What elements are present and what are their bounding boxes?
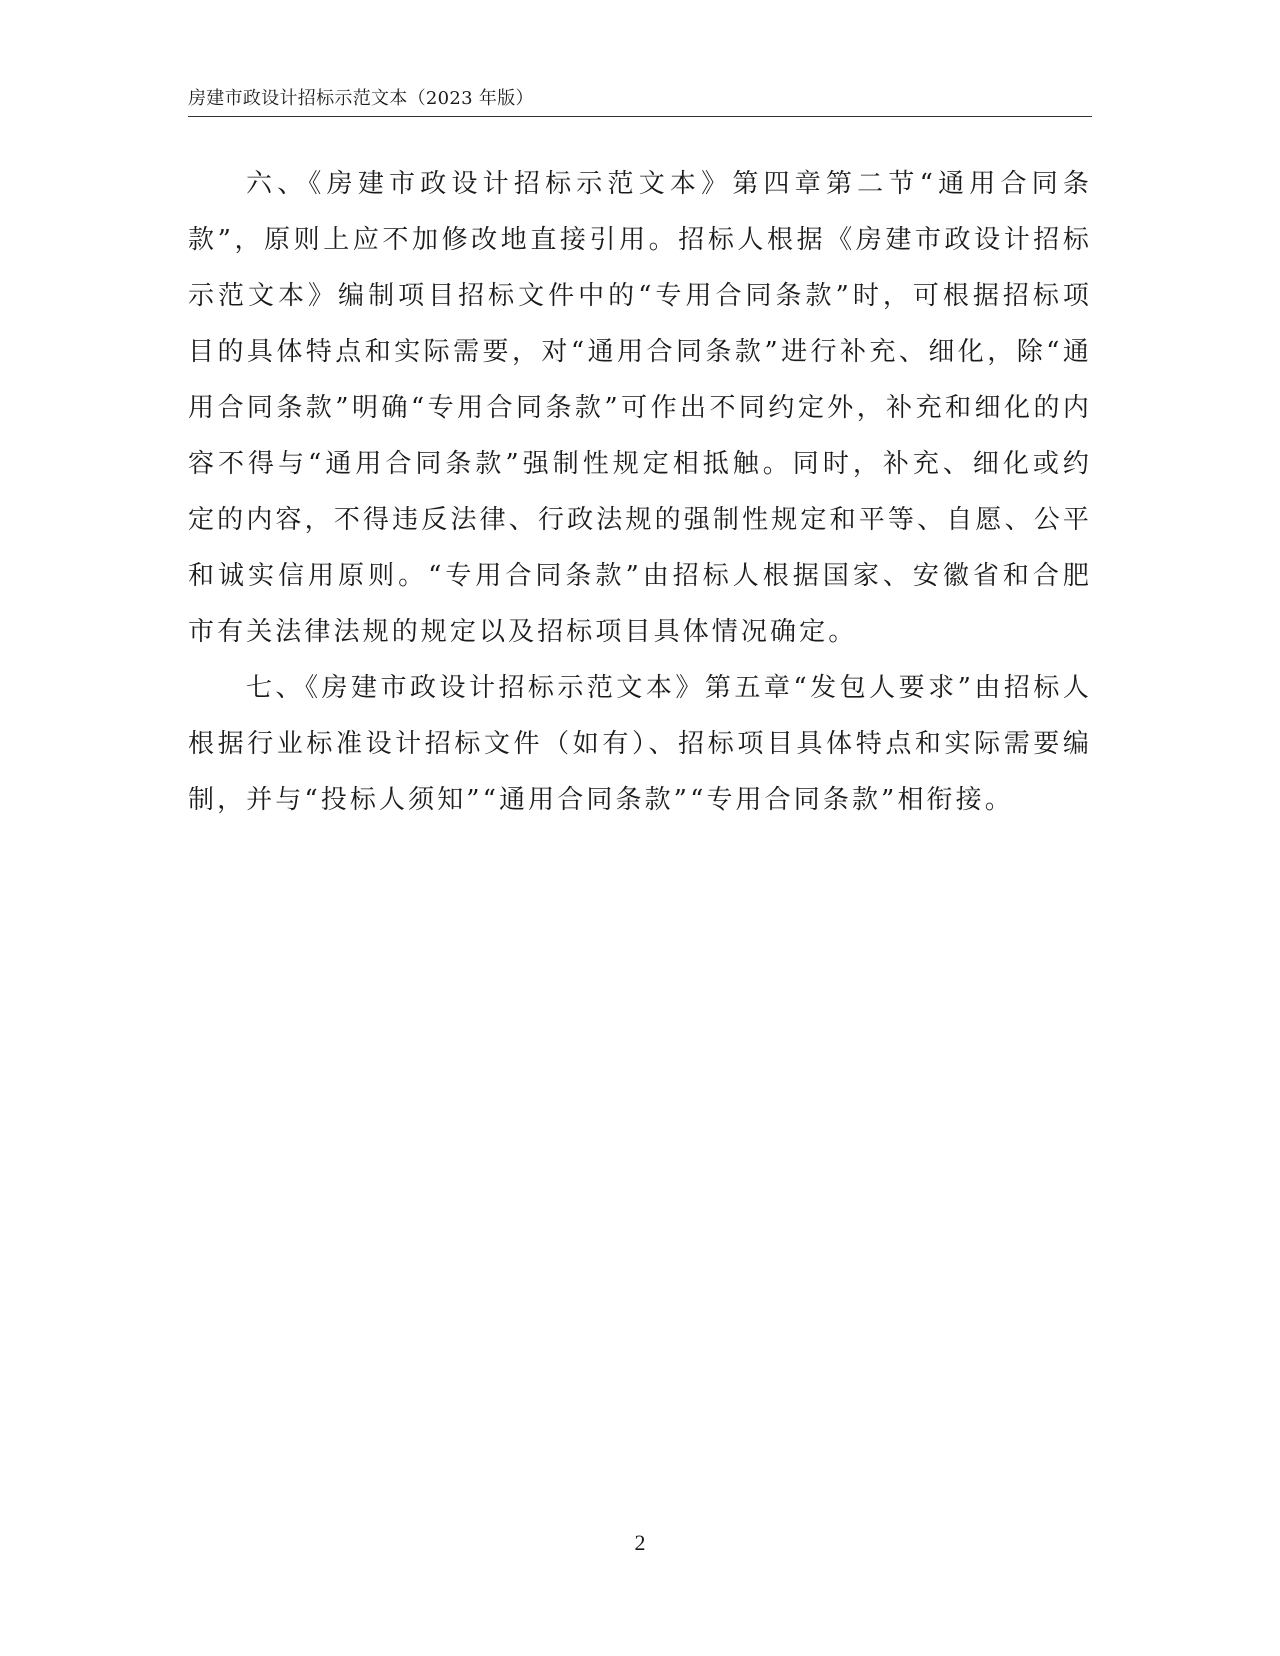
page-header — [188, 84, 1092, 117]
paragraph-six: 六、《房建市政设计招标示范文本》第四章第二节“通用合同条款”，原则上应不加修改地直接引用。招标人根据《房建市政设计招标示范文本》编制项目招标文件中的“专用合同条款”时，可根据招标项目的具体特点和实际需要，对“通用合同条款”进行补充、细化，除“通用合同条款”明确“专用合同条款”可作出不同约定外，补充和细化的内容不得与“通用合同条款”强制性规定相抵触。同时，补充、细化或约定的内容，不得违反法律、行政法规的强制性规定和平等、自愿、公平和诚实信用原则。“专用合同条款”由招标人根据国家、安徽省和合肥市有关法律法规的规定以及招标项目具体情况确定。 — [188, 169, 1092, 647]
body-text — [188, 156, 1092, 828]
paragraph-seven: 七、《房建市政设计招标示范文本》第五章“发包人要求”由招标人根据行业标准设计招标文件（如有）、招标项目具体特点和实际需要编制，并与“投标人须知”“通用合同条款”“专用合同条款”相衔接。 — [188, 673, 1092, 815]
document-title: 房建市政设计招标示范文本（2023 年版） — [188, 88, 534, 109]
page-number: 2 — [634, 1530, 646, 1555]
